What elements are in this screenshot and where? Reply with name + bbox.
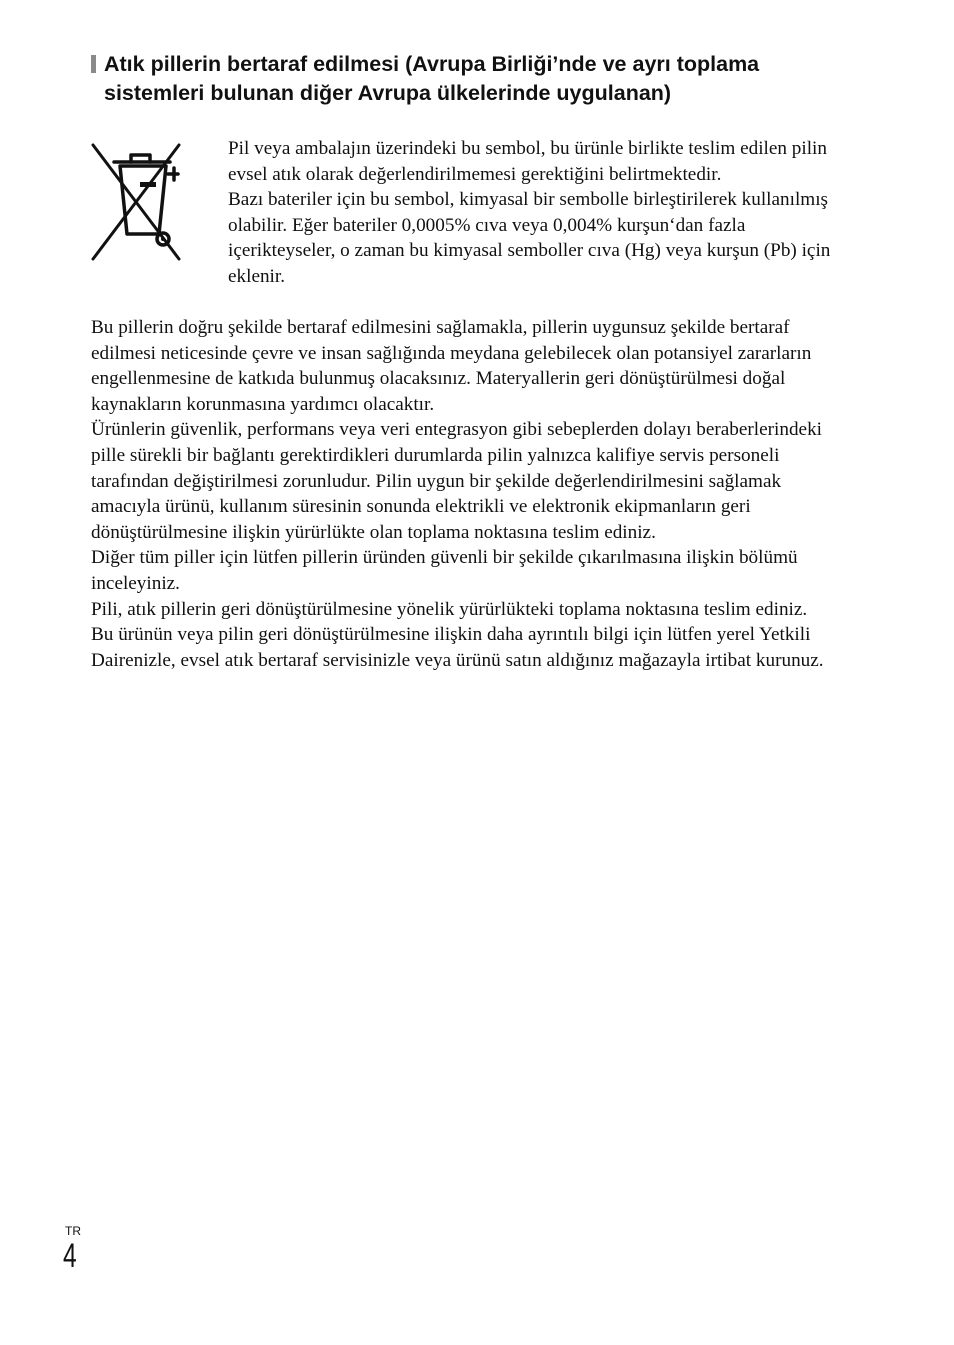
symbol-paragraph: Pil veya ambalajın üzerindeki bu sembol, bu ürünle birlikte teslim edilen pilin evsel atık olarak değerlendirilmemesi gerektiğini belirtmektedir. [228,138,827,185]
body-text [91,315,851,673]
body-paragraph: Bu ürünün veya pilin geri dönüştürülmesine ilişkin daha ayrıntılı bilgi için lütfen yerel Yetkili Dairenizle, evsel atık bertaraf servisinizle veya ürünü satın aldığınız mağazayla irtibat kurunuz. [91,624,824,671]
crossed-out-wheeled-bin-icon [90,142,182,262]
body-paragraph: Bu pillerin doğru şekilde bertaraf edilmesini sağlamakla, pillerin uygunsuz şekilde bertaraf edilmesi neticesinde çevre ve insan sağlığında meydana gelebilecek olan potansiyel zararların engellenmesine de katkıda bulunmuş olacaksınız. Materyallerin geri dönüştürülmesi doğal kaynakların korunmasına yardımcı olacaktır. [91,317,812,415]
body-paragraph: Pili, atık pillerin geri dönüştürülmesine yönelik yürürlükteki toplama noktasına teslim ediniz. [91,598,808,620]
section-heading: Atık pillerin bertaraf edilmesi (Avrupa Birliği’nde ve ayrı toplama sistemleri bulunan diğer Avrupa ülkelerinde uygulanan) [104,52,760,105]
body-paragraph: Ürünlerin güvenlik, performans veya veri entegrasyon gibi sebeplerden dolayı beraberlerindeki pille sürekli bir bağlantı gerektirdikleri durumlarda pilin yalnızca kalifiye servis personeli tarafından değiştirilmesi zorunludur. Pilin uygun bir şekilde değerlendirilmesini sağlamak amacıyla ürünü, kullanım süresinin sonunda elektrikli ve elektronik ekipmanların geri dönüştürülmesine ilişkin yürürlükte olan toplama noktasına teslim ediniz. [91,419,822,543]
symbol-paragraph: Bazı bateriler için bu sembol, kimyasal bir sembolle birleştirilerek kullanılmış olabilir. Eğer bateriler 0,0005% cıva veya 0,004% kurşun‘dan fazla içerikteyseler, o zaman bu kimyasal semboller cıva (Hg) veya kurşun (Pb) için eklenir. [228,189,831,287]
symbol-description [228,136,838,290]
heading-marker [91,55,96,73]
body-paragraph: Diğer tüm piller için lütfen pillerin üründen güvenli bir şekilde çıkarılmasına ilişkin bölümü inceleyiniz. [91,547,798,594]
page-number: 4 [63,1237,77,1275]
page-language-label: TR [65,1224,81,1238]
